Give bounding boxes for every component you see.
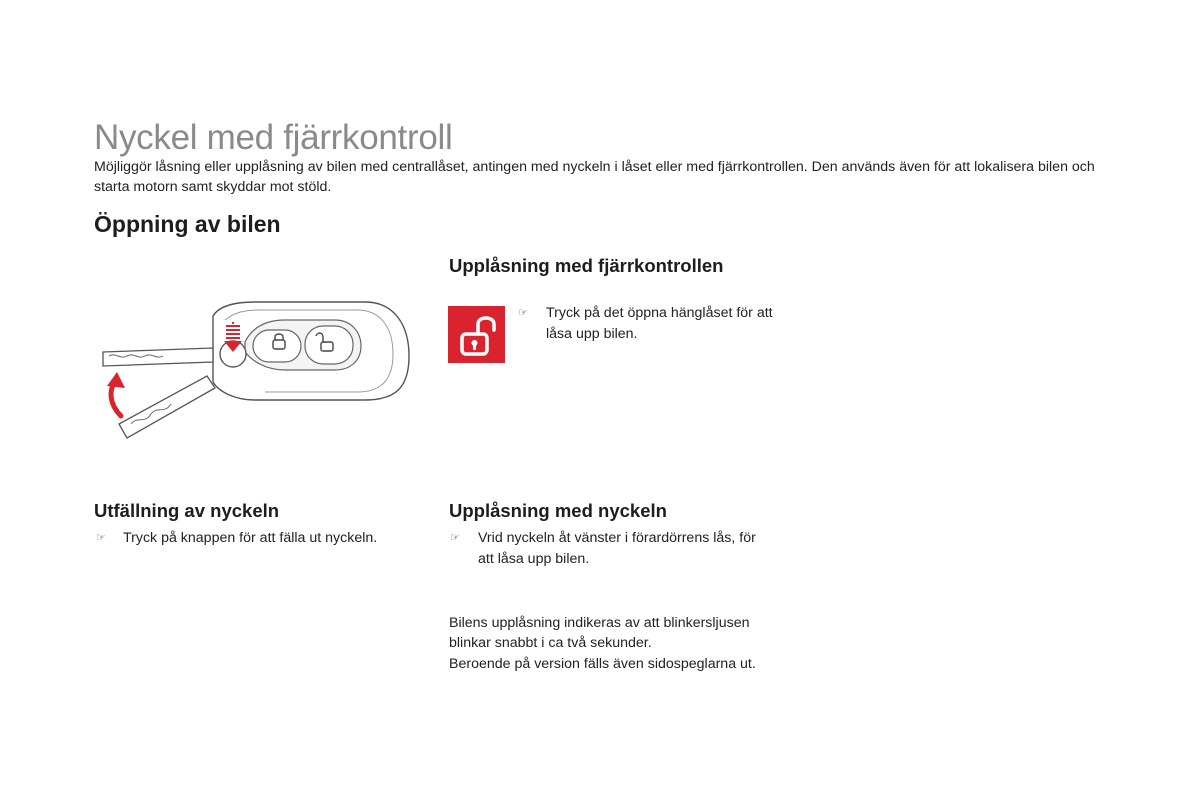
key-unfold-text: Tryck på knappen för att fälla ut nyckeln. xyxy=(123,530,378,546)
page-title: Nyckel med fjärrkontroll xyxy=(94,118,453,157)
note-line-1: Bilens upplåsning indikeras av att blinkersljusen blinkar snabbt i ca två sekunder. xyxy=(449,615,750,652)
note-line-2: Beroende på version fälls även sidospeglarna ut. xyxy=(449,655,756,672)
key-unlock-heading: Upplåsning med nyckeln xyxy=(449,500,667,521)
section-heading: Öppning av bilen xyxy=(94,211,281,237)
bullet-icon: ☞ xyxy=(518,307,528,319)
intro-paragraph: Möjliggör låsning eller upplåsning av bilen med centrallåset, antingen med nyckeln i låset eller med fjärrkontrollen. Den används även för att lokalisera bilen och starta motorn samt skyddar mot stöld. xyxy=(94,159,1095,195)
key-unlock-text: Vrid nyckeln åt vänster i förardörrens lås, för att låsa upp bilen. xyxy=(478,530,756,567)
bullet-icon: ☞ xyxy=(450,532,460,544)
remote-unlock-text: Tryck på det öppna hänglåset för att låsa upp bilen. xyxy=(546,305,773,342)
remote-unlock-bullet xyxy=(518,303,788,344)
bullet-icon: ☞ xyxy=(96,532,106,544)
remote-unlock-heading: Upplåsning med fjärrkontrollen xyxy=(449,255,724,276)
key-unfold-heading: Utfällning av nyckeln xyxy=(94,500,280,521)
folding-key-illustration xyxy=(95,296,415,451)
key-unlock-bullet xyxy=(450,528,770,569)
folding-key-icon xyxy=(95,296,415,446)
unlock-note xyxy=(449,613,779,674)
open-padlock-icon xyxy=(448,306,505,363)
key-unfold-bullet xyxy=(96,528,416,549)
